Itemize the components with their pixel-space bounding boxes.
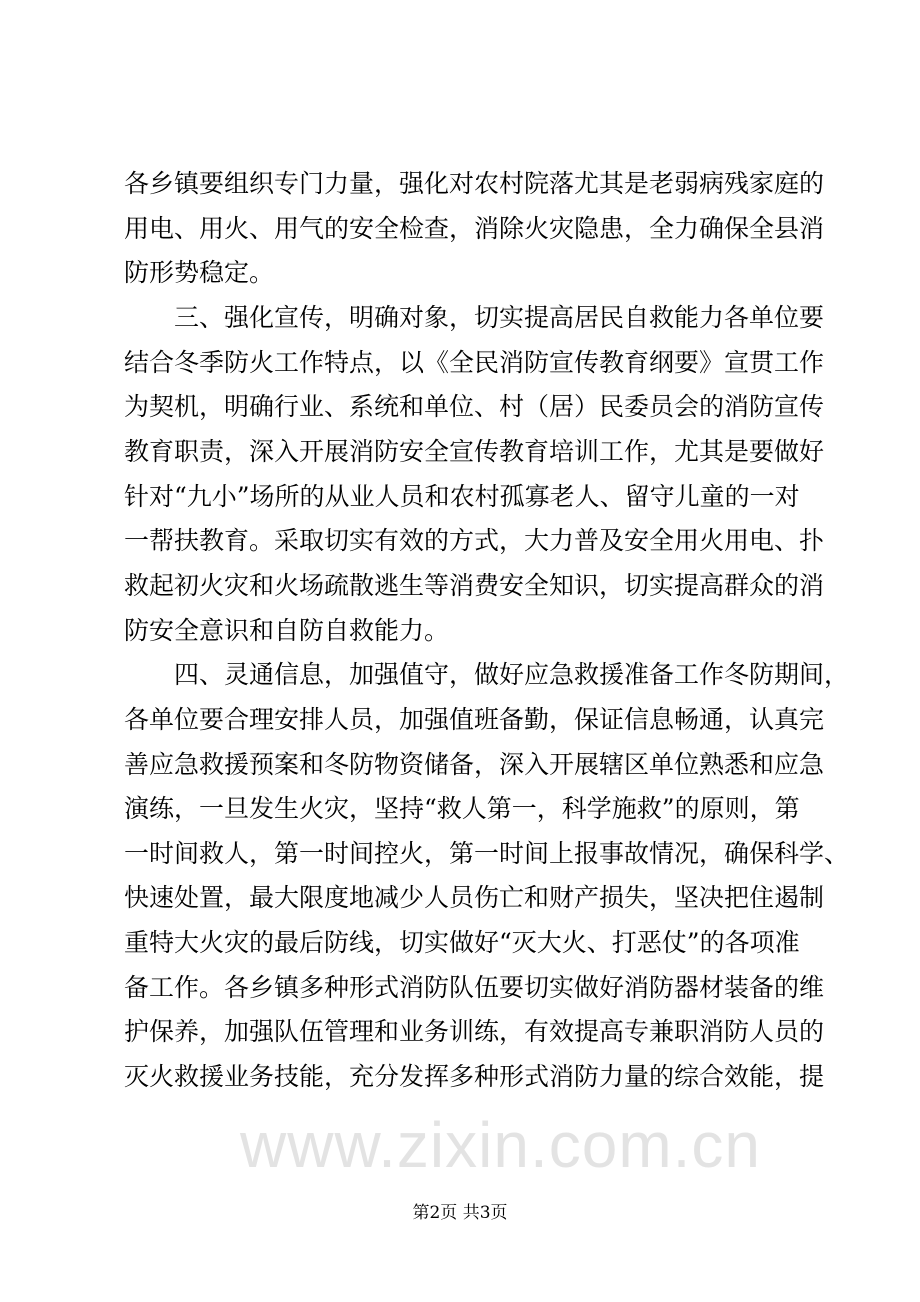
body-line: 救起初火灾和火场疏散逃生等消费安全知识，切实提高群众的消 — [124, 571, 825, 600]
body-line: 结合冬季防火工作特点，以《全民消防宣传教育纲要》宣贯工作 — [124, 348, 825, 377]
body-line: 重特大火灾的最后防线，切实做好“灭大火、打恶仗”的各项准 — [124, 928, 800, 957]
body-line: 善应急救援预案和冬防物资储备，深入开展辖区单位熟悉和应急 — [124, 750, 825, 779]
body-line: 一时间救人，第一时间控火，第一时间上报事故情况，确保科学、 — [124, 839, 850, 868]
body-line: 为契机，明确行业、系统和单位、村（居）民委员会的消防宣传 — [124, 392, 825, 421]
body-line: 护保养，加强队伍管理和业务训练，有效提高专兼职消防人员的 — [124, 1017, 825, 1046]
page-number-footer: 第2页 共3页 — [412, 1203, 508, 1223]
body-line: 各单位要合理安排人员，加强值班备勤，保证信息畅通，认真完 — [124, 705, 825, 734]
body-line: 防形势稳定。 — [124, 258, 275, 287]
body-line: 用电、用火、用气的安全检查，消除火灾隐患，全力确保全县消 — [124, 214, 825, 243]
section-heading-line: 四、灵通信息，加强值守，做好应急救援准备工作冬防期间， — [174, 660, 850, 689]
body-line: 备工作。各乡镇多种形式消防队伍要切实做好消防器材装备的维 — [124, 973, 825, 1002]
body-line: 防安全意识和自防自救能力。 — [124, 616, 450, 645]
body-line: 演练，一旦发生火灾，坚持“救人第一，科学施救”的原则，第 — [124, 794, 800, 823]
body-line: 一帮扶教育。采取切实有效的方式，大力普及安全用火用电、扑 — [124, 526, 825, 555]
body-line: 各乡镇要组织专门力量，强化对农村院落尤其是老弱病残家庭的 — [124, 169, 825, 198]
body-line: 灭火救援业务技能，充分发挥多种形式消防力量的综合效能，提 — [124, 1062, 825, 1091]
body-line: 快速处置，最大限度地减少人员伤亡和财产损失，坚决把住遏制 — [124, 883, 825, 912]
section-heading-line: 三、强化宣传，明确对象，切实提高居民自救能力各单位要 — [174, 303, 825, 332]
body-line: 针对“九小”场所的从业人员和农村孤寡老人、留守儿童的一对 — [124, 482, 800, 511]
watermark: www.zixin.com.cn — [240, 1109, 761, 1181]
body-line: 教育职责，深入开展消防安全宣传教育培训工作，尤其是要做好 — [124, 437, 825, 466]
